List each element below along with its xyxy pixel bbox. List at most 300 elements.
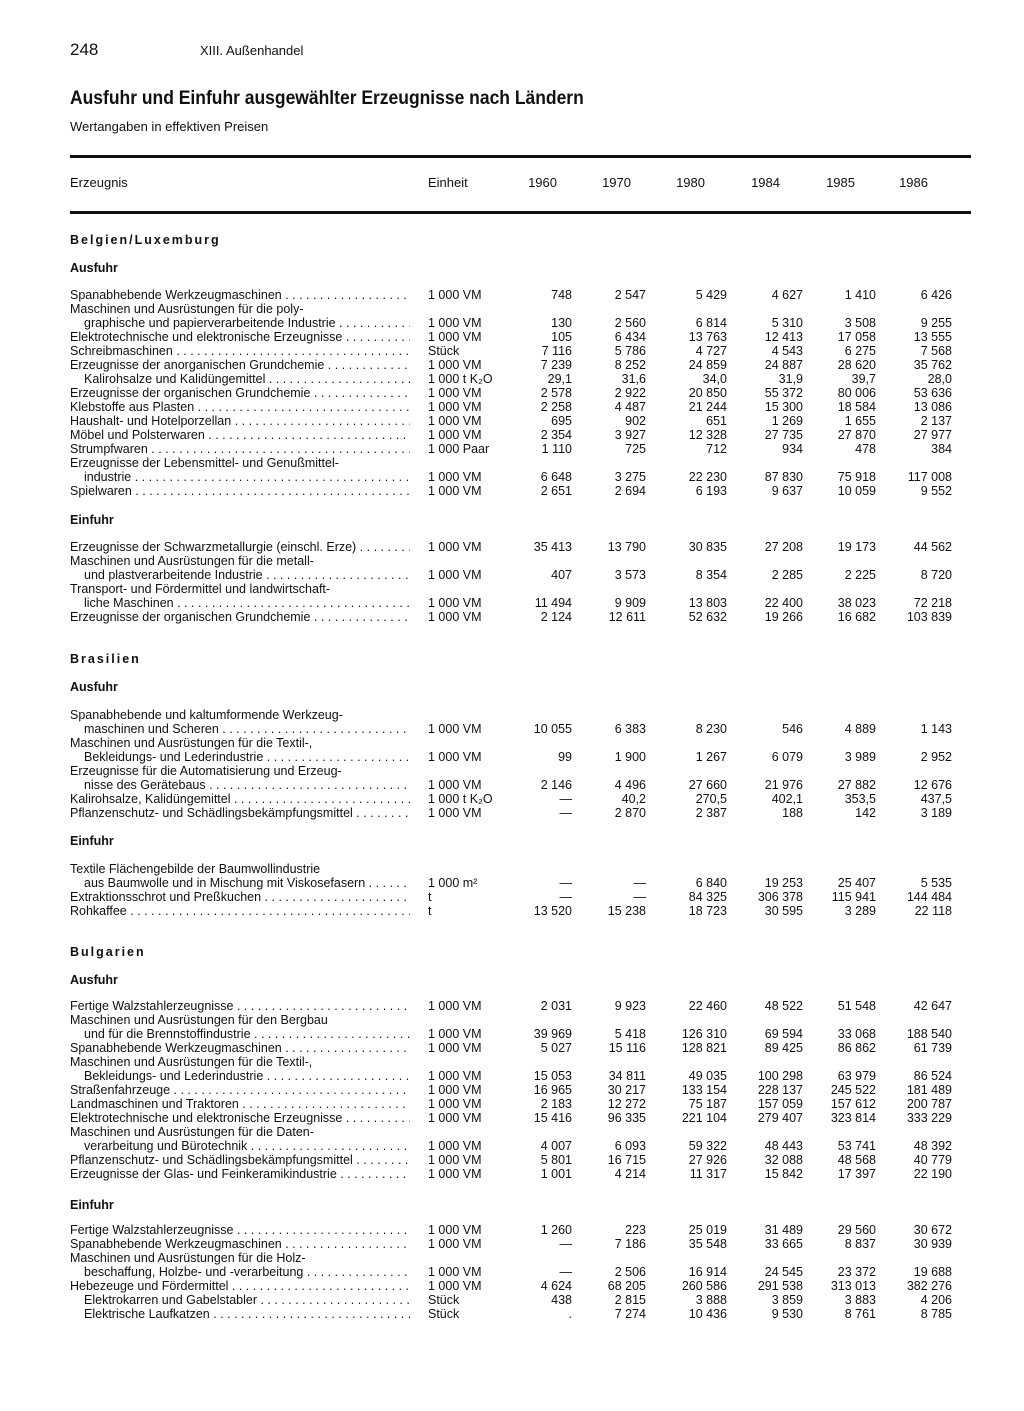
value-cell: 27 208 bbox=[764, 540, 803, 554]
row-label: Brasilien bbox=[70, 652, 141, 666]
value-cell: 130 bbox=[551, 316, 572, 330]
value-cell: 31,9 bbox=[778, 372, 803, 386]
value-cell: 712 bbox=[706, 442, 727, 456]
value-cell: 228 137 bbox=[757, 1083, 803, 1097]
value-cell: 22 190 bbox=[913, 1167, 952, 1181]
value-cell: 437,5 bbox=[920, 792, 952, 806]
row-label: Einfuhr bbox=[70, 834, 114, 848]
value-cell: 9 637 bbox=[771, 484, 803, 498]
row-label: Ausfuhr bbox=[70, 973, 118, 987]
value-cell: 72 218 bbox=[913, 596, 952, 610]
row-unit: Stück bbox=[428, 344, 460, 358]
value-cell: 75 187 bbox=[688, 1097, 727, 1111]
value-cell: 6 093 bbox=[614, 1139, 646, 1153]
value-cell: 105 bbox=[551, 330, 572, 344]
table-row bbox=[0, 302, 1024, 316]
row-label: Ausfuhr bbox=[70, 680, 118, 694]
value-cell: 22 230 bbox=[688, 470, 727, 484]
section-heading bbox=[0, 1198, 1024, 1212]
value-cell: 5 535 bbox=[920, 876, 952, 890]
value-cell: 142 bbox=[855, 806, 876, 820]
row-unit: 1 000 VM bbox=[428, 484, 482, 498]
value-cell: 126 310 bbox=[681, 1027, 727, 1041]
value-cell: 27 882 bbox=[837, 778, 876, 792]
value-cell: 86 862 bbox=[837, 1041, 876, 1055]
value-cell: 34,0 bbox=[702, 372, 727, 386]
table-row bbox=[0, 1251, 1024, 1265]
value-cell: 10 436 bbox=[688, 1307, 727, 1321]
value-cell: 4 624 bbox=[540, 1279, 572, 1293]
value-cell: 4 496 bbox=[614, 778, 646, 792]
row-label: Haushalt- und Hotelporzellan . . . bbox=[70, 414, 410, 428]
table-row bbox=[0, 414, 1024, 428]
row-label: Pflanzenschutz- und Schädlingsbekämpfungsmittel . . . bbox=[70, 1153, 410, 1167]
value-cell: 384 bbox=[931, 442, 952, 456]
row-label: Maschinen und Ausrüstungen für die Daten- bbox=[70, 1125, 314, 1139]
row-label: Elektrotechnische und elektronische Erzeugnisse . . . bbox=[70, 330, 410, 344]
value-cell: 48 522 bbox=[764, 999, 803, 1013]
table-row bbox=[0, 540, 1024, 554]
column-header-unit: Einheit bbox=[428, 175, 468, 190]
value-cell: 1 260 bbox=[540, 1223, 572, 1237]
row-unit: 1 000 VM bbox=[428, 1223, 482, 1237]
row-label: Erzeugnisse der Lebensmittel- und Genußmittel- bbox=[70, 456, 339, 470]
value-cell: 133 154 bbox=[681, 1083, 727, 1097]
value-cell: 748 bbox=[551, 288, 572, 302]
row-unit: 1 000 VM bbox=[428, 750, 482, 764]
value-cell: 2 651 bbox=[540, 484, 572, 498]
value-cell: 5 429 bbox=[695, 288, 727, 302]
row-label: Extraktionsschrot und Preßkuchen . . . bbox=[70, 890, 410, 904]
row-label: Schreibmaschinen . . . bbox=[70, 344, 410, 358]
value-cell: 2 560 bbox=[614, 316, 646, 330]
value-cell: 16 914 bbox=[688, 1265, 727, 1279]
table-row bbox=[0, 904, 1024, 918]
table-row bbox=[0, 484, 1024, 498]
row-unit: 1 000 VM bbox=[428, 1069, 482, 1083]
value-cell: 3 508 bbox=[844, 316, 876, 330]
row-unit: 1 000 VM bbox=[428, 414, 482, 428]
value-cell: 8 761 bbox=[844, 1307, 876, 1321]
value-cell: 2 183 bbox=[540, 1097, 572, 1111]
value-cell: 7 568 bbox=[920, 344, 952, 358]
value-cell: 6 383 bbox=[614, 722, 646, 736]
table-row bbox=[0, 999, 1024, 1013]
section-heading bbox=[0, 261, 1024, 275]
value-cell: 725 bbox=[625, 442, 646, 456]
value-cell: 22 400 bbox=[764, 596, 803, 610]
table-row bbox=[0, 610, 1024, 624]
value-cell: 18 723 bbox=[688, 904, 727, 918]
country-heading bbox=[0, 233, 1024, 247]
table-row bbox=[0, 1013, 1024, 1027]
value-cell: 9 923 bbox=[614, 999, 646, 1013]
value-cell: 144 484 bbox=[906, 890, 952, 904]
value-cell: 291 538 bbox=[757, 1279, 803, 1293]
row-label: Strumpfwaren . . . bbox=[70, 442, 410, 456]
row-label: Möbel und Polsterwaren . . . bbox=[70, 428, 410, 442]
value-cell: 9 909 bbox=[614, 596, 646, 610]
value-cell: 2 694 bbox=[614, 484, 646, 498]
table-row bbox=[0, 1041, 1024, 1055]
row-unit: 1 000 VM bbox=[428, 1027, 482, 1041]
value-cell: 7 116 bbox=[541, 344, 572, 358]
value-cell: 103 839 bbox=[906, 610, 952, 624]
section-heading bbox=[0, 680, 1024, 694]
value-cell: — bbox=[559, 1265, 572, 1279]
row-label: Klebstoffe aus Plasten . . . bbox=[70, 400, 410, 414]
value-cell: 2 952 bbox=[920, 750, 952, 764]
row-label: Elektrotechnische und elektronische Erzeugnisse . . . bbox=[70, 1111, 410, 1125]
value-cell: 4 727 bbox=[695, 344, 727, 358]
row-unit: 1 000 VM bbox=[428, 1167, 482, 1181]
value-cell: 2 387 bbox=[695, 806, 727, 820]
table-row bbox=[0, 1307, 1024, 1321]
column-header-1980: 1980 bbox=[676, 175, 705, 190]
table-row bbox=[0, 1125, 1024, 1139]
table-row bbox=[0, 1265, 1024, 1279]
value-cell: 2 547 bbox=[614, 288, 646, 302]
row-label: Spanabhebende Werkzeugmaschinen . . . bbox=[70, 1041, 410, 1055]
value-cell: 33 068 bbox=[837, 1027, 876, 1041]
value-cell: 2 506 bbox=[614, 1265, 646, 1279]
value-cell: 35 413 bbox=[533, 540, 572, 554]
value-cell: 117 008 bbox=[907, 470, 952, 484]
value-cell: 27 660 bbox=[688, 778, 727, 792]
value-cell: 48 568 bbox=[837, 1153, 876, 1167]
row-label: Maschinen und Ausrüstungen für die poly- bbox=[70, 302, 304, 316]
value-cell: 96 335 bbox=[607, 1111, 646, 1125]
value-cell: 86 524 bbox=[913, 1069, 952, 1083]
row-unit: 1 000 VM bbox=[428, 1237, 482, 1251]
row-label: Spanabhebende und kaltumformende Werkzeug- bbox=[70, 708, 343, 722]
value-cell: 9 255 bbox=[920, 316, 952, 330]
value-cell: 19 173 bbox=[837, 540, 876, 554]
table-row bbox=[0, 1055, 1024, 1069]
value-cell: 17 058 bbox=[837, 330, 876, 344]
table-row bbox=[0, 708, 1024, 722]
value-cell: 69 594 bbox=[764, 1027, 803, 1041]
table-row bbox=[0, 1139, 1024, 1153]
row-unit: 1 000 VM bbox=[428, 386, 482, 400]
row-label: graphische und papierverarbeitende Industrie . . . bbox=[84, 316, 410, 330]
value-cell: 695 bbox=[551, 414, 572, 428]
value-cell: 63 979 bbox=[837, 1069, 876, 1083]
value-cell: 260 586 bbox=[681, 1279, 727, 1293]
value-cell: 188 bbox=[782, 806, 803, 820]
value-cell: 1 900 bbox=[614, 750, 646, 764]
value-cell: 6 648 bbox=[540, 470, 572, 484]
table-row bbox=[0, 470, 1024, 484]
value-cell: 9 552 bbox=[920, 484, 952, 498]
value-cell: 279 407 bbox=[757, 1111, 803, 1125]
value-cell: 5 418 bbox=[614, 1027, 646, 1041]
value-cell: 15 116 bbox=[608, 1041, 646, 1055]
table-row bbox=[0, 876, 1024, 890]
value-cell: 6 426 bbox=[920, 288, 952, 302]
table-row bbox=[0, 778, 1024, 792]
value-cell: 2 578 bbox=[540, 386, 572, 400]
value-cell: 1 269 bbox=[771, 414, 803, 428]
row-unit: 1 000 VM bbox=[428, 428, 482, 442]
value-cell: 99 bbox=[558, 750, 572, 764]
value-cell: 8 252 bbox=[614, 358, 646, 372]
row-label: Einfuhr bbox=[70, 513, 114, 527]
row-unit: 1 000 VM bbox=[428, 999, 482, 1013]
row-unit: 1 000 VM bbox=[428, 316, 482, 330]
row-label: nisse des Gerätebaus . . . bbox=[84, 778, 410, 792]
value-cell: 2 225 bbox=[844, 568, 876, 582]
value-cell: 4 214 bbox=[614, 1167, 646, 1181]
row-unit: 1 000 VM bbox=[428, 778, 482, 792]
value-cell: 42 647 bbox=[913, 999, 952, 1013]
value-cell: 221 104 bbox=[681, 1111, 727, 1125]
value-cell: . bbox=[568, 1307, 572, 1321]
row-label: Maschinen und Ausrüstungen für den Bergbau bbox=[70, 1013, 328, 1027]
value-cell: 89 425 bbox=[764, 1041, 803, 1055]
value-cell: 7 274 bbox=[614, 1307, 646, 1321]
value-cell: 39 969 bbox=[533, 1027, 572, 1041]
value-cell: 29,1 bbox=[547, 372, 572, 386]
value-cell: 6 079 bbox=[771, 750, 803, 764]
value-cell: 30 939 bbox=[913, 1237, 952, 1251]
row-label: Erzeugnisse der Glas- und Feinkeramikindustrie . . . bbox=[70, 1167, 410, 1181]
value-cell: 402,1 bbox=[771, 792, 803, 806]
value-cell: 1 110 bbox=[541, 442, 572, 456]
row-label: Bekleidungs- und Lederindustrie . . . bbox=[84, 750, 410, 764]
value-cell: 200 787 bbox=[906, 1097, 952, 1111]
value-cell: 3 989 bbox=[844, 750, 876, 764]
row-label: Spielwaren . . . bbox=[70, 484, 410, 498]
value-cell: 16 715 bbox=[607, 1153, 646, 1167]
row-label: Erzeugnisse der organischen Grundchemie . . . bbox=[70, 386, 410, 400]
row-label: Erzeugnisse der Schwarzmetallurgie (einschl. Erze) . . . bbox=[70, 540, 410, 554]
table-row bbox=[0, 428, 1024, 442]
value-cell: 12 413 bbox=[764, 330, 803, 344]
row-unit: 1 000 VM bbox=[428, 1097, 482, 1111]
value-cell: 28,0 bbox=[927, 372, 952, 386]
row-unit: 1 000 Paar bbox=[428, 442, 490, 456]
table-row bbox=[0, 1153, 1024, 1167]
value-cell: 223 bbox=[625, 1223, 646, 1237]
row-label: liche Maschinen . . . bbox=[84, 596, 410, 610]
value-cell: 6 814 bbox=[695, 316, 727, 330]
value-cell: 407 bbox=[551, 568, 572, 582]
value-cell: 21 244 bbox=[688, 400, 727, 414]
value-cell: 13 790 bbox=[607, 540, 646, 554]
value-cell: 25 407 bbox=[837, 876, 876, 890]
value-cell: 44 562 bbox=[913, 540, 952, 554]
table-row bbox=[0, 1279, 1024, 1293]
value-cell: 15 053 bbox=[533, 1069, 572, 1083]
row-label: Fertige Walzstahlerzeugnisse . . . bbox=[70, 1223, 410, 1237]
table-row bbox=[0, 568, 1024, 582]
column-header-1970: 1970 bbox=[602, 175, 631, 190]
table-row bbox=[0, 1097, 1024, 1111]
value-cell: 3 189 bbox=[920, 806, 952, 820]
value-cell: 8 837 bbox=[844, 1237, 876, 1251]
row-label: Kalirohsalze, Kalidüngemittel . . . bbox=[70, 792, 410, 806]
value-cell: 24 859 bbox=[688, 358, 727, 372]
value-cell: — bbox=[633, 876, 646, 890]
value-cell: 30 835 bbox=[688, 540, 727, 554]
value-cell: 3 888 bbox=[695, 1293, 727, 1307]
value-cell: 15 842 bbox=[764, 1167, 803, 1181]
table-row bbox=[0, 316, 1024, 330]
value-cell: 53 636 bbox=[913, 386, 952, 400]
value-cell: 4 007 bbox=[540, 1139, 572, 1153]
value-cell: 15 238 bbox=[607, 904, 646, 918]
value-cell: 188 540 bbox=[906, 1027, 952, 1041]
row-unit: 1 000 VM bbox=[428, 1265, 482, 1279]
row-unit: 1 000 VM bbox=[428, 568, 482, 582]
value-cell: 16 965 bbox=[533, 1083, 572, 1097]
value-cell: 40,2 bbox=[621, 792, 646, 806]
row-unit: 1 000 VM bbox=[428, 288, 482, 302]
row-label: Elektrische Laufkatzen . . . bbox=[84, 1307, 410, 1321]
row-label: Erzeugnisse der organischen Grundchemie . . . bbox=[70, 610, 410, 624]
row-unit: 1 000 VM bbox=[428, 1111, 482, 1125]
value-cell: 382 276 bbox=[906, 1279, 952, 1293]
row-label: Belgien/Luxemburg bbox=[70, 233, 221, 247]
value-cell: 55 372 bbox=[764, 386, 803, 400]
value-cell: 27 735 bbox=[764, 428, 803, 442]
value-cell: 2 354 bbox=[540, 428, 572, 442]
value-cell: 11 317 bbox=[689, 1167, 727, 1181]
row-unit: 1 000 VM bbox=[428, 596, 482, 610]
value-cell: 20 850 bbox=[688, 386, 727, 400]
section-heading bbox=[0, 973, 1024, 987]
row-label: Textile Flächengebilde der Baumwollindustrie bbox=[70, 862, 321, 876]
value-cell: 1 267 bbox=[695, 750, 727, 764]
table-row bbox=[0, 1111, 1024, 1125]
value-cell: 17 397 bbox=[837, 1167, 876, 1181]
value-cell: 5 801 bbox=[540, 1153, 572, 1167]
table-row bbox=[0, 1167, 1024, 1181]
table-row bbox=[0, 1069, 1024, 1083]
value-cell: 1 001 bbox=[540, 1167, 572, 1181]
row-unit: 1 000 VM bbox=[428, 1139, 482, 1153]
value-cell: — bbox=[559, 890, 572, 904]
value-cell: 3 927 bbox=[614, 428, 646, 442]
row-label: maschinen und Scheren . . . bbox=[84, 722, 410, 736]
value-cell: 333 229 bbox=[906, 1111, 952, 1125]
table-row bbox=[0, 792, 1024, 806]
table-row bbox=[0, 1083, 1024, 1097]
value-cell: 12 272 bbox=[607, 1097, 646, 1111]
value-cell: 53 741 bbox=[837, 1139, 876, 1153]
value-cell: 8 785 bbox=[920, 1307, 952, 1321]
row-label: Bekleidungs- und Lederindustrie . . . bbox=[84, 1069, 410, 1083]
value-cell: 100 298 bbox=[757, 1069, 803, 1083]
row-label: Pflanzenschutz- und Schädlingsbekämpfungsmittel . . . bbox=[70, 806, 410, 820]
row-unit: 1 000 t K₂O bbox=[428, 372, 493, 386]
value-cell: 438 bbox=[551, 1293, 572, 1307]
value-cell: 40 779 bbox=[913, 1153, 952, 1167]
row-label: Landmaschinen und Traktoren . . . bbox=[70, 1097, 410, 1111]
value-cell: 21 976 bbox=[764, 778, 803, 792]
value-cell: 2 815 bbox=[614, 1293, 646, 1307]
table-row bbox=[0, 372, 1024, 386]
value-cell: 48 443 bbox=[764, 1139, 803, 1153]
value-cell: 19 253 bbox=[764, 876, 803, 890]
row-unit: 1 000 VM bbox=[428, 610, 482, 624]
value-cell: 2 922 bbox=[614, 386, 646, 400]
value-cell: 3 883 bbox=[844, 1293, 876, 1307]
table-row bbox=[0, 554, 1024, 568]
value-cell: 10 059 bbox=[837, 484, 876, 498]
country-heading bbox=[0, 945, 1024, 959]
row-unit: 1 000 VM bbox=[428, 400, 482, 414]
row-unit: 1 000 VM bbox=[428, 330, 482, 344]
table-row bbox=[0, 806, 1024, 820]
table-row bbox=[0, 344, 1024, 358]
value-cell: 3 859 bbox=[771, 1293, 803, 1307]
row-label: Spanabhebende Werkzeugmaschinen . . . bbox=[70, 1237, 410, 1251]
row-label: Transport- und Fördermittel und landwirtschaft- bbox=[70, 582, 331, 596]
value-cell: 157 612 bbox=[830, 1097, 876, 1111]
value-cell: 30 217 bbox=[607, 1083, 646, 1097]
value-cell: 19 688 bbox=[913, 1265, 952, 1279]
row-unit: 1 000 VM bbox=[428, 358, 482, 372]
row-unit: 1 000 VM bbox=[428, 1279, 482, 1293]
value-cell: 1 410 bbox=[844, 288, 876, 302]
value-cell: 23 372 bbox=[837, 1265, 876, 1279]
table-row bbox=[0, 722, 1024, 736]
table-row bbox=[0, 736, 1024, 750]
value-cell: 8 720 bbox=[920, 568, 952, 582]
value-cell: 31 489 bbox=[764, 1223, 803, 1237]
row-label: Maschinen und Ausrüstungen für die Textil-, bbox=[70, 1055, 313, 1069]
table-row bbox=[0, 386, 1024, 400]
value-cell: 4 543 bbox=[771, 344, 803, 358]
table-row bbox=[0, 596, 1024, 610]
value-cell: 478 bbox=[855, 442, 876, 456]
row-unit: t bbox=[428, 890, 432, 904]
row-label: Maschinen und Ausrüstungen für die Holz- bbox=[70, 1251, 306, 1265]
value-cell: 48 392 bbox=[913, 1139, 952, 1153]
value-cell: 6 193 bbox=[695, 484, 727, 498]
row-unit: 1 000 VM bbox=[428, 806, 482, 820]
value-cell: 38 023 bbox=[837, 596, 876, 610]
value-cell: 68 205 bbox=[607, 1279, 646, 1293]
table-row bbox=[0, 1237, 1024, 1251]
value-cell: 546 bbox=[782, 722, 803, 736]
value-cell: 15 416 bbox=[533, 1111, 572, 1125]
page-title: Ausfuhr und Einfuhr ausgewählter Erzeugnisse nach Ländern bbox=[70, 88, 584, 109]
value-cell: 13 086 bbox=[913, 400, 952, 414]
row-label: Spanabhebende Werkzeugmaschinen . . . bbox=[70, 288, 410, 302]
value-cell: 30 672 bbox=[913, 1223, 952, 1237]
row-unit: 1 000 VM bbox=[428, 1041, 482, 1055]
row-label: Bulgarien bbox=[70, 945, 146, 959]
row-label: Einfuhr bbox=[70, 1198, 114, 1212]
row-unit: 1 000 VM bbox=[428, 470, 482, 484]
column-header-product: Erzeugnis bbox=[70, 175, 128, 190]
value-cell: 31,6 bbox=[621, 372, 646, 386]
value-cell: 245 522 bbox=[830, 1083, 876, 1097]
column-header-1985: 1985 bbox=[826, 175, 855, 190]
row-label: Kalirohsalze und Kalidüngemittel . . . bbox=[84, 372, 410, 386]
row-label: Maschinen und Ausrüstungen für die metall- bbox=[70, 554, 314, 568]
value-cell: 61 739 bbox=[913, 1041, 952, 1055]
value-cell: 3 275 bbox=[614, 470, 646, 484]
value-cell: 12 676 bbox=[913, 778, 952, 792]
value-cell: 4 889 bbox=[844, 722, 876, 736]
value-cell: 35 762 bbox=[913, 358, 952, 372]
value-cell: 902 bbox=[625, 414, 646, 428]
row-label: beschaffung, Holzbe- und -verarbeitung . . . bbox=[84, 1265, 410, 1279]
